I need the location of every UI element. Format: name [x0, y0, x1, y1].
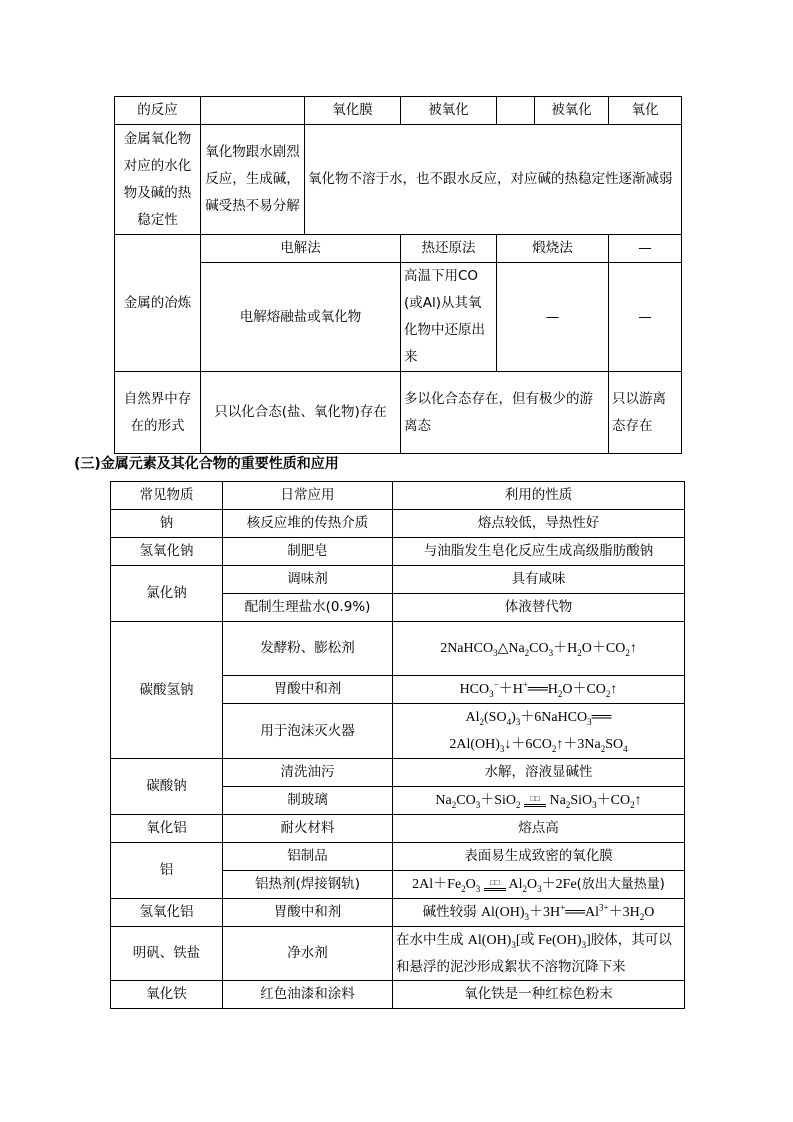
table-cell — [497, 97, 535, 125]
row-label: 金属的冶炼 — [115, 235, 201, 372]
table-row — [115, 125, 682, 235]
table-cell: — — [609, 235, 682, 263]
table-cell — [201, 97, 305, 125]
high-temp-condition: □□ — [484, 879, 506, 891]
table-cell: 只以游离态存在 — [609, 372, 682, 454]
table-row — [115, 235, 682, 263]
table-cell: 高温下用CO(或Al)从其氧化物中还原出来 — [401, 263, 497, 372]
table-cell: 电解法 — [201, 235, 401, 263]
property-cell — [393, 927, 685, 981]
column-header: 日常应用 — [223, 482, 393, 510]
substance-name: 氢氧化铝 — [111, 899, 223, 927]
property-cell: 水解，溶液显碱性 — [393, 759, 685, 787]
table-cell: 被氧化 — [535, 97, 609, 125]
property-text: 在水中生成 — [396, 932, 464, 948]
table-cell: 被氧化 — [401, 97, 497, 125]
table-row — [115, 372, 682, 454]
substance-name: 氧化铁 — [111, 981, 223, 1009]
substance-name: 碳酸氢钠 — [111, 622, 223, 759]
property-text: 胶体，其可以和悬浮的泥沙形成絮状不溶物沉降下来 — [396, 932, 672, 975]
table-row — [111, 566, 685, 594]
substance-name: 明矾、铁盐 — [111, 927, 223, 981]
property-cell: 表面易生成致密的氧化膜 — [393, 843, 685, 871]
application-cell: 耐火材料 — [223, 815, 393, 843]
table-cell: 氧化物不溶于水，也不跟水反应，对应碱的热稳定性逐渐减弱 — [305, 125, 682, 235]
substance-name: 氧化铝 — [111, 815, 223, 843]
table-cell: 只以化合态(盐、氧化物)存在 — [201, 372, 401, 454]
application-cell: 配制生理盐水(0.9%) — [223, 594, 393, 622]
property-text: 碱性较弱 — [422, 904, 477, 920]
table-cell: 的反应 — [115, 97, 201, 125]
application-cell: 调味剂 — [223, 566, 393, 594]
property-cell — [393, 899, 685, 927]
table-cell: 热还原法 — [401, 235, 497, 263]
equation-cell: $Al_2(SO_4)_3+6NaHCO_3══$ $2Al(OH)_3↓+6CO_2↑+3Na_2SO_4$ — [393, 704, 685, 759]
table-cell: — — [497, 263, 609, 372]
substance-name: 氢氧化钠 — [111, 538, 223, 566]
application-cell: 制肥皂 — [223, 538, 393, 566]
property-cell: 熔点较低，导热性好 — [393, 510, 685, 538]
equation-text: $Al(OH)_3+3H^+══Al^{3+}+3H_2O$ — [480, 902, 655, 922]
substance-name: 碳酸钠 — [111, 759, 223, 815]
property-cell: 与油脂发生皂化反应生成高级脂肪酸钠 — [393, 538, 685, 566]
table-row — [111, 815, 685, 843]
application-cell: 发酵粉、膨松剂 — [223, 622, 393, 676]
equation-cell: $HCO_3^-+H^+══H_2O+CO_2↑$ — [393, 676, 685, 704]
table-row — [111, 843, 685, 871]
table-row — [111, 510, 685, 538]
row-label: 自然界中存在的形式 — [115, 372, 201, 454]
formula-text: $Al(OH)_3$[或 $Fe(OH)_3$] — [467, 933, 591, 950]
property-cell: 熔点高 — [393, 815, 685, 843]
application-cell: 胃酸中和剂 — [223, 899, 393, 927]
property-cell: 体液替代物 — [393, 594, 685, 622]
application-cell: 胃酸中和剂 — [223, 676, 393, 704]
table-cell: 电解熔融盐或氧化物 — [201, 263, 401, 372]
high-temp-condition: □□ — [524, 795, 546, 807]
table-cell: 氧化膜 — [305, 97, 401, 125]
application-cell: 清洗油污 — [223, 759, 393, 787]
note-text: (放出大量热量) — [576, 877, 665, 892]
substance-name: 氯化钠 — [111, 566, 223, 622]
application-cell: 铝制品 — [223, 843, 393, 871]
equation-cell: $2Al+Fe_2O_3$ □□ $Al_2O_3+2Fe$(放出大量热量) — [393, 871, 685, 899]
property-cell: 具有咸味 — [393, 566, 685, 594]
table-row — [111, 538, 685, 566]
column-header: 常见物质 — [111, 482, 223, 510]
table-cell: — — [609, 263, 682, 372]
section-title: (三)金属元素及其化合物的重要性质和应用 — [74, 456, 339, 472]
table-cell: 煅烧法 — [497, 235, 609, 263]
equation-cell: $Na_2CO_3+SiO_2$ □□ $Na_2SiO_3+CO_2↑$ — [393, 787, 685, 815]
application-cell: 制玻璃 — [223, 787, 393, 815]
application-cell: 铝热剂(焊接钢轨) — [223, 871, 393, 899]
metal-properties-table — [114, 96, 682, 454]
column-header: 利用的性质 — [393, 482, 685, 510]
application-cell: 红色油漆和涂料 — [223, 981, 393, 1009]
metal-applications-table — [110, 481, 685, 1009]
table-row — [111, 899, 685, 927]
substance-name: 钠 — [111, 510, 223, 538]
equation-cell: $2NaHCO_3\triangle Na_2CO_3+H_2O+CO_2↑$ — [393, 622, 685, 676]
substance-name: 铝 — [111, 843, 223, 899]
table-cell: 氧化物跟水剧烈反应，生成碱，碱受热不易分解 — [201, 125, 305, 235]
application-cell: 核反应堆的传热介质 — [223, 510, 393, 538]
row-label: 金属氧化物对应的水化物及碱的热稳定性 — [115, 125, 201, 235]
table-row — [111, 759, 685, 787]
table-row — [111, 981, 685, 1009]
table-row — [115, 263, 682, 372]
application-cell: 净水剂 — [223, 927, 393, 981]
table-row — [115, 97, 682, 125]
table-row — [111, 927, 685, 981]
table-header-row — [111, 482, 685, 510]
table-row — [111, 622, 685, 676]
table-cell: 多以化合态存在，但有极少的游离态 — [401, 372, 609, 454]
table-cell: 氧化 — [609, 97, 682, 125]
property-cell: 氧化铁是一种红棕色粉末 — [393, 981, 685, 1009]
application-cell: 用于泡沫灭火器 — [223, 704, 393, 759]
